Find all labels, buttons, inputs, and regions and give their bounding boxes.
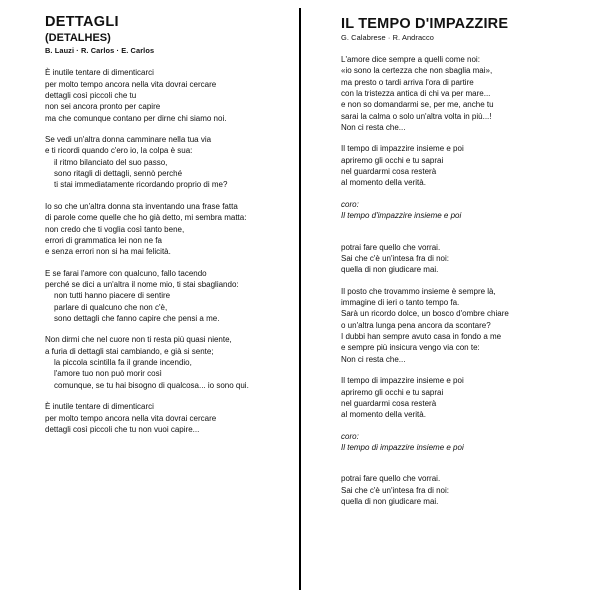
lyric-line: Non ci resta che... [341,123,406,133]
left-song-lyrics [45,67,285,435]
lyric-line: per molto tempo ancora nella vita dovrai cercare [45,79,217,89]
lyric-line: dettagli così piccoli che tu [45,90,137,100]
lyric-line: coro: [341,199,359,209]
lyric-line: Il posto che trovammo insieme è sempre là, [341,286,496,296]
lyric-line: non tutti hanno piacere di sentire [54,291,171,301]
lyric-line: nel guardarmi cosa resterà [341,398,437,408]
lyric-line: Non ci resta che... [341,354,406,364]
lyric-line: immagine di ieri o tanto tempo fa. [341,297,460,307]
lyric-line: È inutile tentare di dimenticarci [45,402,154,412]
lyric-line: di parole come quelle che ho già detto, mi sembra matta: [45,213,247,223]
lyric-line: quella di non giudicare mai. [341,265,439,275]
lyric-line: quella di non giudicare mai. [341,497,439,507]
lyric-line: il ritmo bilanciato del suo passo, [54,157,168,167]
lyric-line: Non dirmi che nel cuore non ti resta più quasi niente, [45,335,232,345]
left-column [0,0,299,435]
lyric-line: coro: [341,431,359,441]
lyric-line: l'amore tuo non può morir così [54,369,162,379]
stanza [341,375,586,420]
lyric-line: e ti ricordi quando c'ero io, la colpa è sua: [45,146,193,156]
lyric-line: con la tristezza antica di chi va per mare... [341,88,491,98]
lyric-line: potrai fare quello che vorrai. [341,242,441,252]
lyric-line: al momento della verità. [341,410,426,420]
lyric-line: «io sono la certezza che non sbaglia mai», [341,66,493,76]
lyric-line: Sarà un ricordo dolce, un bosco d'ombre chiare [341,309,509,319]
lyric-line: ma che comunque contano per dirne chi siamo noi. [45,113,227,123]
stanza [341,54,586,134]
lyric-line: E se farai l'amore con qualcuno, fallo tacendo [45,268,207,278]
left-song-title: DETTAGLI [45,14,119,30]
lyric-line: Se vedi un'altra donna camminare nella tua via [45,134,212,144]
stanza [341,286,586,366]
stanza [341,199,586,222]
lyric-line: non credo che ti voglia così tanto bene, [45,224,185,234]
lyric-line: I dubbi han sempre avuto casa in fondo a me [341,332,502,342]
lyric-line: e senza errori non si ha mai felicità. [45,247,171,257]
stanza [341,431,586,454]
right-song-credits: G. Calabrese · R. Andracco [341,33,434,42]
lyric-line: Sai che c'è un'intesa fra di noi: [341,253,450,263]
right-title-block [341,14,586,43]
lyric-line: errori di grammatica lei non ne fa [45,235,162,245]
lyric-line: e sempre più insicura vengo via con te: [341,343,480,353]
lyric-line: Sai che c'è un'intesa fra di noi: [341,485,450,495]
lyric-line: L'amore dice sempre a quelli come noi: [341,54,480,64]
lyric-line: al momento della verità. [341,178,426,188]
lyric-line: e non so domandarmi se, per me, anche tu [341,100,494,110]
stanza [341,143,586,188]
stanza-gap [341,463,586,473]
stanza [341,473,586,507]
stanza [45,134,285,191]
lyric-line: Il tempo di impazzire insieme e poi [341,376,464,386]
lyric-line: potrai fare quello che vorrai. [341,474,441,484]
right-column [301,0,600,507]
left-song-credits: B. Lauzi · R. Carlos · E. Carlos [45,46,155,56]
lyric-line: ti stai immediatamente ricordando proprio di me? [54,180,228,190]
lyric-line: sono dettagli che fanno capire che pensi a me. [54,314,220,324]
lyric-line: sarai la calma o solo un'altra volta in più...! [341,111,492,121]
lyric-line: apriremo gli occhi e tu saprai [341,155,444,165]
stanza [45,334,285,391]
lyric-line: o un'altra lunga pena ancora da scontare? [341,320,491,330]
lyric-line: Il tempo d'impazzire insieme e poi [341,211,462,221]
lyric-line: per molto tempo ancora nella vita dovrai cercare [45,413,217,423]
lyric-line: la piccola scintilla fa il grande incendio, [54,358,192,368]
stanza [45,268,285,325]
lyric-line: Il tempo di impazzire insieme e poi [341,144,464,154]
left-song-subtitle: (DETALHES) [45,31,111,44]
stanza [45,67,285,124]
lyric-line: nel guardarmi cosa resterà [341,167,437,177]
lyric-line: Io so che un'altra donna sta inventando una frase fatta [45,201,238,211]
lyric-line: È inutile tentare di dimenticarci [45,68,154,78]
lyric-line: Il tempo di impazzire insieme e poi [341,442,464,452]
lyric-line: parlare di qualcuno che non c'è, [54,302,168,312]
lyric-line: perché se dici a un'altra il nome mio, ti stai sbagliando: [45,279,239,289]
stanza [341,242,586,276]
stanza [45,401,285,435]
lyric-line: sono ritagli di dettagli, sennò perché [54,169,183,179]
lyric-line: a furia di dettagli stai cambiando, e già si sente; [45,346,214,356]
right-song-title: IL TEMPO D'IMPAZZIRE [341,16,509,32]
lyric-line: ma presto o tardi arriva l'ora di partire [341,77,474,87]
stanza [45,201,285,258]
lyric-line: apriremo gli occhi e tu saprai [341,387,444,397]
stanza-gap [341,232,586,242]
right-song-lyrics [341,54,586,508]
lyric-line: dettagli così piccoli che tu non vuoi capire... [45,424,200,434]
lyric-line: non sei ancora pronto per capire [45,102,161,112]
lyric-line: comunque, se tu hai bisogno di qualcosa... io sono qui. [54,380,249,390]
